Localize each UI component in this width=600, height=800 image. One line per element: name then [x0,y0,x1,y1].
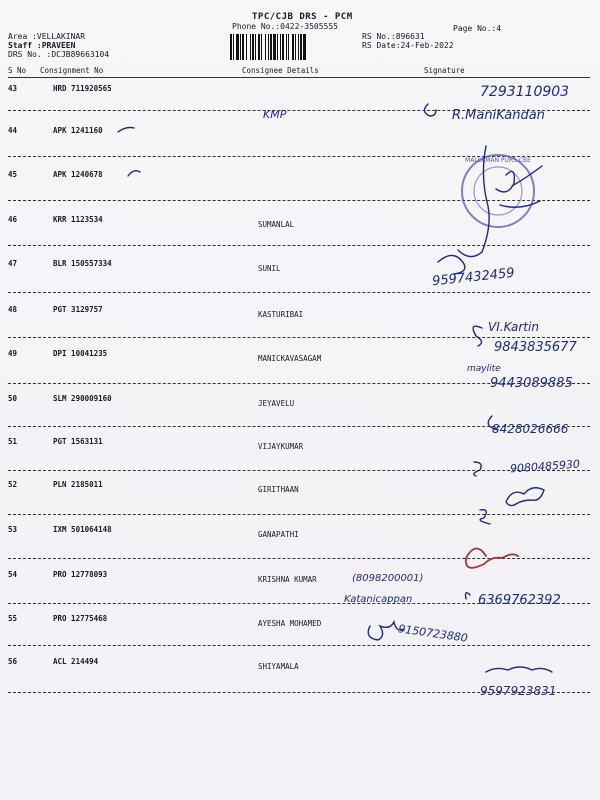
row-consignment-number: APK 1241160 [53,126,103,135]
row-serial-number: 45 [8,170,18,179]
handwritten-phone-49: 9443089885 [490,376,573,391]
row-serial-number: 46 [8,215,18,224]
row-consignment-number: PRO 12775468 [53,614,108,623]
handwritten-phone-56: 9597923831 [480,684,557,698]
row-serial-number: 48 [8,305,18,314]
rs-date: RS Date:24-Feb-2022 [362,41,454,50]
row-consignment-number: SLM 290009160 [53,394,112,403]
row-consignment-number: IXM 501064148 [53,525,112,534]
row-consignment-number: APK 1240678 [53,170,103,179]
row-consignment-number: BLR 150557334 [53,259,112,268]
row-consignee-name: SUMANLAL [258,220,295,229]
stamp-text: MALLAMAN PURS CBE [465,157,531,164]
row-serial-number: 52 [8,480,18,489]
handwritten-phone-54a: (8098200001) [352,573,424,584]
row-serial-number: 56 [8,657,18,666]
handwritten-signature-44: R.ManiKandan [452,108,545,123]
row-consignee-name: SUNIL [258,264,281,273]
handwritten-kmp: KMP [263,108,287,121]
column-sno: S No [8,66,27,75]
row-serial-number: 53 [8,525,18,534]
row-consignee-name: AYESHA MOHAMED [258,619,322,628]
row-consignee-name: JEYAVELU [258,399,295,408]
area-label: Area :VELLAKINAR [8,32,86,41]
handwritten-phone-51: 9080485930 [509,457,581,476]
row-consignee-name: VIJAYKUMAR [258,442,304,451]
row-consignment-number: HRD 711920565 [53,84,112,93]
handwritten-phone-47: 9597432459 [431,265,516,290]
row-serial-number: 50 [8,394,18,403]
column-signature: Signature [424,66,465,75]
row-consignment-number: PRO 12778093 [53,570,108,579]
column-consignee: Consignee Details [242,66,319,75]
row-consignment-number: DPI 10041235 [53,349,108,358]
row-serial-number: 43 [8,84,18,93]
handwritten-phone-50: 8428026666 [492,422,569,436]
row-consignee-name: GIRITHAAN [258,485,299,494]
page-number: Page No.:4 [453,24,502,33]
handwritten-name-54: Katanicappan [344,594,413,605]
row-serial-number: 44 [8,126,18,135]
phone-number: Phone No.:0422-3505555 [232,22,338,31]
row-consignee-name: KASTURIBAI [258,310,304,319]
row-consignment-number: KRR 1123534 [53,215,103,224]
row-consignment-number: PLN 2185011 [53,480,103,489]
row-serial-number: 47 [8,259,18,268]
row-serial-number: 51 [8,437,18,446]
handwritten-phone-48: 9843835677 [494,340,577,355]
handwritten-phone-43: 7293110903 [480,84,570,100]
row-consignment-number: PGT 3129757 [53,305,103,314]
row-consignment-number: ACL 214494 [53,657,99,666]
handwritten-phone-55: 9150723880 [397,622,469,645]
column-consignment: Consignment No [40,66,104,75]
rs-number: RS No.:896631 [362,32,425,41]
row-serial-number: 54 [8,570,18,579]
row-consignee-name: GANAPATHI [258,530,299,539]
row-consignee-name: SHIYAMALA [258,662,299,671]
staff-label: Staff :PRAVEEN [8,41,76,50]
drs-number: DRS No. :DCJB89663104 [8,50,110,59]
row-consignee-name: MANICKAVASAGAM [258,354,322,363]
row-consignee-name: KRISHNA KUMAR [258,575,317,584]
row-consignment-number: PGT 1563131 [53,437,103,446]
handwritten-phone-54b: 6369762392 [478,593,561,608]
handwritten-note-49: maylite [467,364,501,374]
handwritten-signature-48: VI.Kartin [488,320,539,334]
document-title: TPC/CJB DRS - PCM [252,12,353,22]
row-serial-number: 49 [8,349,18,358]
row-serial-number: 55 [8,614,18,623]
